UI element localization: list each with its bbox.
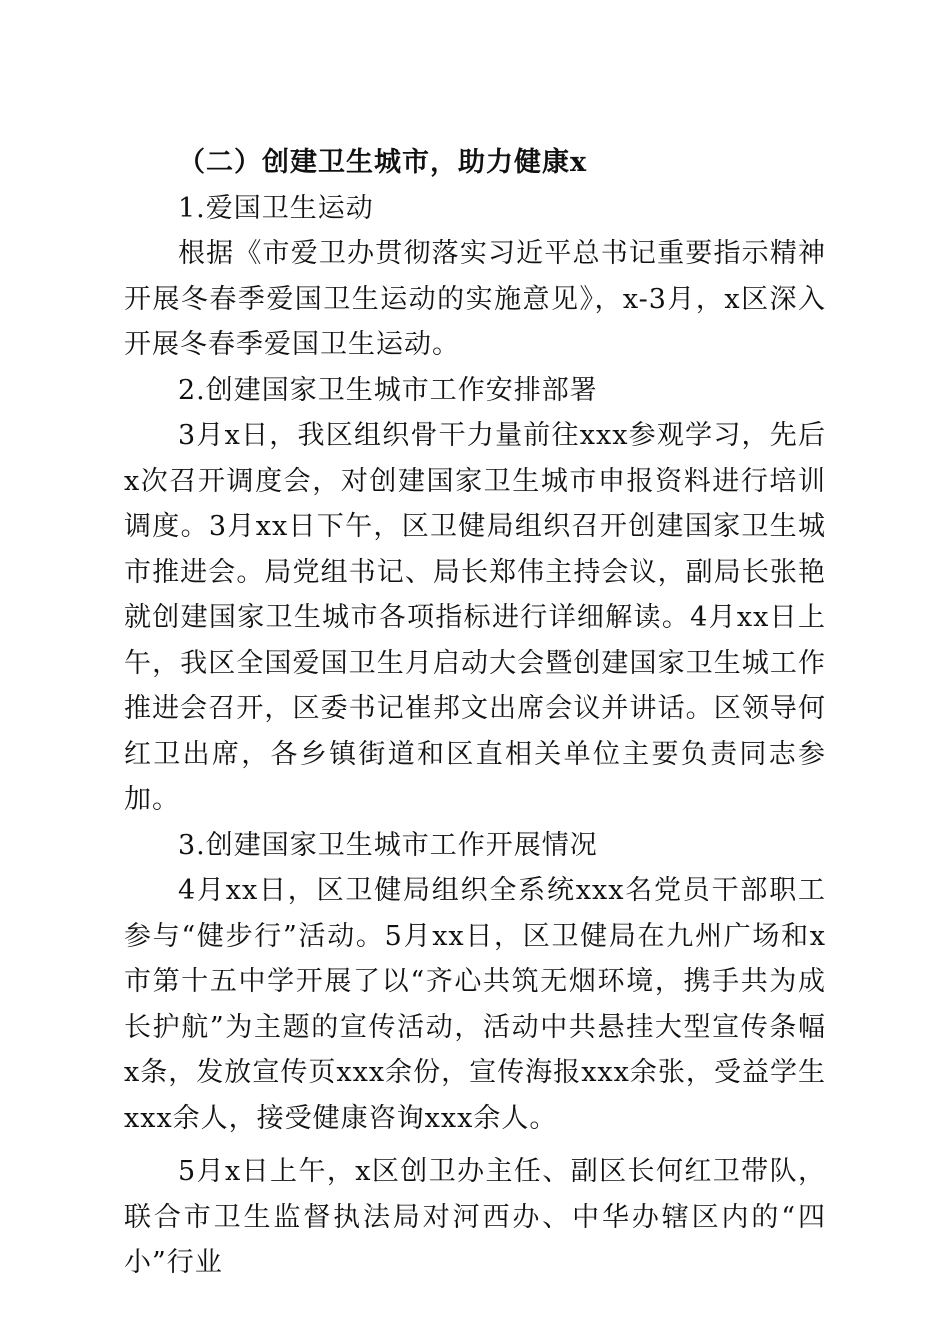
subsection-title-2: 2.创建国家卫生城市工作安排部署 xyxy=(178,374,598,406)
section-heading: （二）创建卫生城市，助力健康x xyxy=(178,147,588,178)
subsection-title-3: 3.创建国家卫生城市工作开展情况 xyxy=(178,829,598,861)
subsection-title-1: 1.爱国卫生运动 xyxy=(178,192,374,224)
paragraph-3-2: 5月x日上午，x区创卫办主任、副区长何红卫带队，联合市卫生监督执法局对河西办、中华办辖区内的“四小”行业 xyxy=(124,1156,826,1278)
paragraph-3-1: 4月xx日，区卫健局组织全系统xxx名党员干部职工参与“健步行”活动。5月xx日，区卫健局在九州广场和x市第十五中学开展了以“齐心共筑无烟环境，携手共为成长护航”为主题的宣传活动，活动中共悬挂大型宣传条幅x条，发放宣传页xxx余份，宣传海报xxx余张，受益学生xxx余人，接受健康咨询xxx余人。 xyxy=(124,875,826,1134)
document-body xyxy=(124,140,826,1286)
paragraph-1-1: 根据《市爱卫办贯彻落实习近平总书记重要指示精神开展冬春季爱国卫生运动的实施意见》，x-3月，x区深入开展冬春季爱国卫生运动。 xyxy=(124,238,826,360)
paragraph-2-1: 3月x日，我区组织骨干力量前往xxx参观学习，先后x次召开调度会，对创建国家卫生城市申报资料进行培训调度。3月xx日下午，区卫健局组织召开创建国家卫生城市推进会。局党组书记、局长郑伟主持会议，副局长张艳就创建国家卫生城市各项指标进行详细解读。4月xx日上午，我区全国爱国卫生月启动大会暨创建国家卫生城工作推进会召开，区委书记崔邦文出席会议并讲话。区领导何红卫出席，各乡镇街道和区直相关单位主要负责同志参加。 xyxy=(124,420,826,815)
